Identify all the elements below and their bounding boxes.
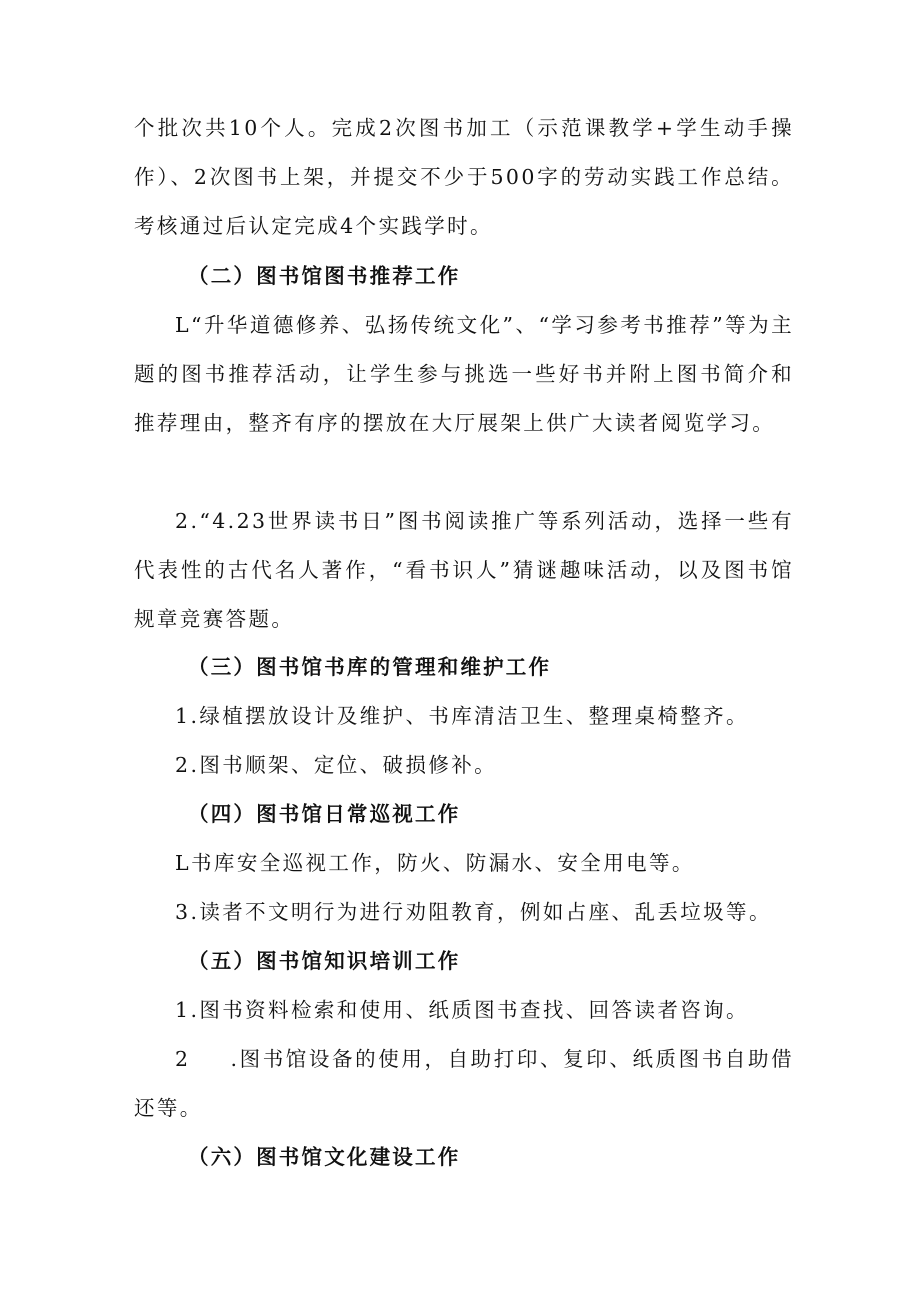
section-heading-6: （六）图书馆文化建设工作 — [188, 1145, 461, 1169]
paragraph-recommend-1: L“升华道德修养、弘扬传统文化”、“学习参考书推荐”等为主题的图书推荐活动，让学生参与挑选一些好书并附上图书简介和推荐理由，整齐有序的摆放在大厅展架上供广大读者阅览学习。 — [134, 313, 794, 435]
paragraph-training-2 — [134, 1035, 794, 1133]
section-heading-2: （二）图书馆图书推荐工作 — [188, 264, 461, 288]
section-heading-5: （五）图书馆知识培训工作 — [188, 949, 461, 973]
section-heading-3: （三）图书馆书库的管理和维护工作 — [188, 655, 552, 679]
paragraph-recommend-2: 2.“4.23世界读书日”图书阅读推广等系列活动，选择一些有代表性的古代名人著作，“看书识人”猜谜趣味活动，以及图书馆规章竞赛答题。 — [134, 509, 794, 631]
paragraph-management-2: 2.图书顺架、定位、破损修补。 — [175, 753, 498, 777]
paragraph-patrol-2: 3.读者不文明行为进行劝阻教育，例如占座、乱丢垃圾等。 — [175, 900, 772, 924]
section-heading-4: （四）图书馆日常巡视工作 — [188, 802, 461, 826]
paragraph-management-1: 1.绿植摆放设计及维护、书库清洁卫生、整理桌椅整齐。 — [175, 704, 749, 728]
paragraph-training-1: 1.图书资料检索和使用、纸质图书查找、回答读者咨询。 — [175, 998, 749, 1022]
paragraph-intro: 个批次共10个人。完成2次图书加工（示范课教学+学生动手操作）、2次图书上架，并提交不少于500字的劳动实践工作总结。考核通过后认定完成4个实践学时。 — [134, 116, 794, 238]
paragraph-patrol-1: L书库安全巡视工作，防火、防漏水、安全用电等。 — [175, 851, 695, 875]
paragraph-training-2-number: 2 — [175, 1047, 191, 1071]
paragraph-training-2-text: .图书馆设备的使用，自助打印、复印、纸质图书自助借还等。 — [134, 1047, 794, 1120]
